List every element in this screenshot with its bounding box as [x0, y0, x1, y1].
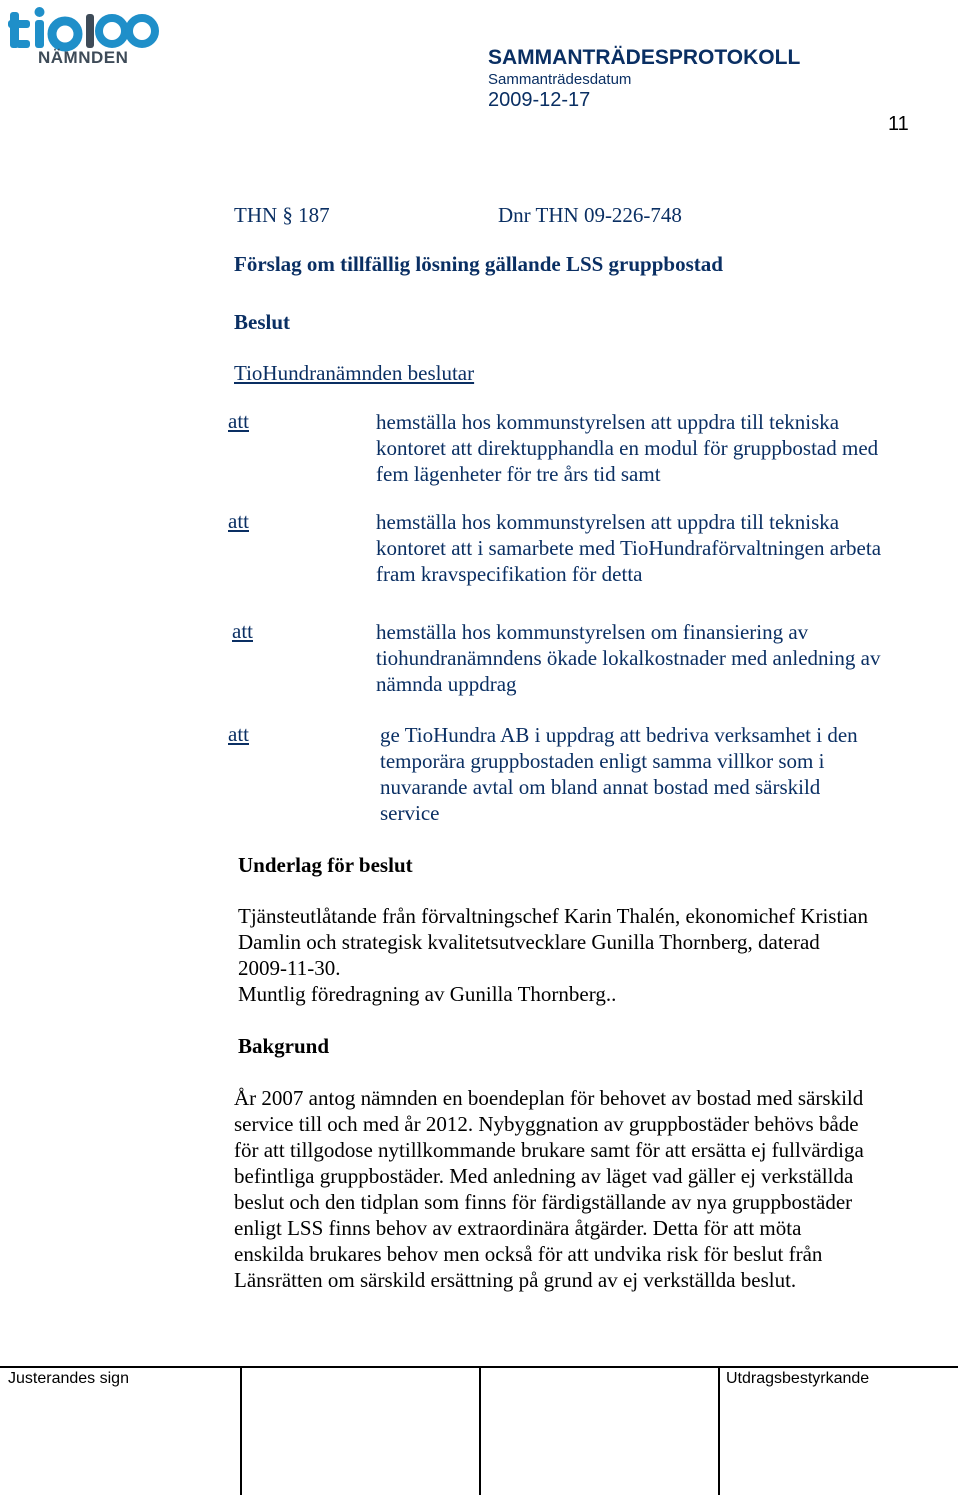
signature-cell-divider	[479, 1367, 481, 1495]
document-type: SAMMANTRÄDESPROTOKOLL	[488, 46, 801, 69]
item-line: hemställa hos kommunstyrelsen att uppdra till tekniska	[376, 510, 840, 534]
item-line: nuvarande avtal om bland annat bostad med särskild	[380, 775, 821, 799]
background-line: enskilda brukares behov men också för att undvika risk för beslut från	[234, 1242, 823, 1266]
background-heading: Bakgrund	[238, 1034, 330, 1058]
date-value: 2009-12-17	[488, 89, 591, 111]
background-line: enligt LSS finns behov av extraordinära åtgärder. Detta för att möta	[234, 1216, 802, 1240]
item-line: service	[380, 801, 440, 825]
background-text	[234, 1085, 864, 1293]
basis-text	[238, 903, 868, 1007]
background-line: befintliga gruppbostäder. Med anledning av läget vad gäller ej verkställda	[234, 1164, 854, 1188]
decision-item	[376, 619, 880, 697]
background-line: Länsrätten om särskild ersättning på grund av ej verkställda beslut.	[234, 1268, 797, 1292]
case-title: Förslag om tillfällig lösning gällande LSS gruppbostad	[234, 252, 723, 276]
basis-line: Tjänsteutlåtande från förvaltningschef Karin Thalén, ekonomichef Kristian	[238, 904, 868, 928]
background-line: för att tillgodose nytillkommande brukare samt för att ersätta ej fullvärdiga	[234, 1138, 864, 1162]
decision-item	[376, 409, 878, 487]
att-marker: att	[228, 509, 249, 533]
justerandes-sign-label: Justerandes sign	[8, 1370, 129, 1387]
item-line: temporära gruppbostaden enligt samma villkor som i	[380, 749, 825, 773]
decision-item	[380, 722, 858, 826]
item-line: nämnda uppdrag	[376, 672, 517, 696]
item-line: kontoret att direktupphandla en modul för gruppbostad med	[376, 436, 879, 460]
item-line: hemställa hos kommunstyrelsen att uppdra till tekniska	[376, 410, 840, 434]
signature-cell-divider	[240, 1367, 242, 1495]
page-number: 11	[888, 113, 909, 135]
section-number: THN § 187	[234, 203, 330, 227]
item-line: kontoret att i samarbete med TioHundraförvaltningen arbeta	[376, 536, 882, 560]
decision-heading: Beslut	[234, 310, 291, 334]
att-marker: att	[228, 722, 249, 746]
background-line: service till och med år 2012. Nybyggnation av gruppbostäder behövs både	[234, 1112, 859, 1136]
case-dnr: Dnr THN 09-226-748	[498, 203, 682, 227]
background-line: År 2007 antog nämnden en boendeplan för behovet av bostad med särskild	[234, 1086, 864, 1110]
logo-subtitle: NÄMNDEN	[38, 48, 129, 67]
background-line: beslut och den tidplan som finns för färdigställande av nya gruppbostäder	[234, 1190, 853, 1214]
item-line: fram kravspecifikation för detta	[376, 562, 643, 586]
basis-line: 2009-11-30.	[238, 956, 341, 980]
att-marker: att	[228, 409, 249, 433]
decision-intro: TioHundranämnden beslutar	[234, 361, 475, 385]
signature-cell-divider	[718, 1367, 720, 1495]
item-line: tiohundranämndens ökade lokalkostnader med anledning av	[376, 646, 881, 670]
utdragsbestyrkande-label: Utdragsbestyrkande	[726, 1370, 870, 1387]
basis-line: Muntlig föredragning av Gunilla Thornberg..	[238, 982, 617, 1006]
item-line: hemställa hos kommunstyrelsen om finansiering av	[376, 620, 809, 644]
att-marker: att	[232, 619, 253, 643]
basis-heading: Underlag för beslut	[238, 853, 413, 877]
item-line: fem lägenheter för tre års tid samt	[376, 462, 661, 486]
item-line: ge TioHundra AB i uppdrag att bedriva verksamhet i den	[380, 723, 858, 747]
date-label: Sammanträdesdatum	[488, 71, 632, 88]
decision-item	[376, 509, 881, 587]
basis-line: Damlin och strategisk kvalitetsutvecklare Gunilla Thornberg, daterad	[238, 930, 820, 954]
